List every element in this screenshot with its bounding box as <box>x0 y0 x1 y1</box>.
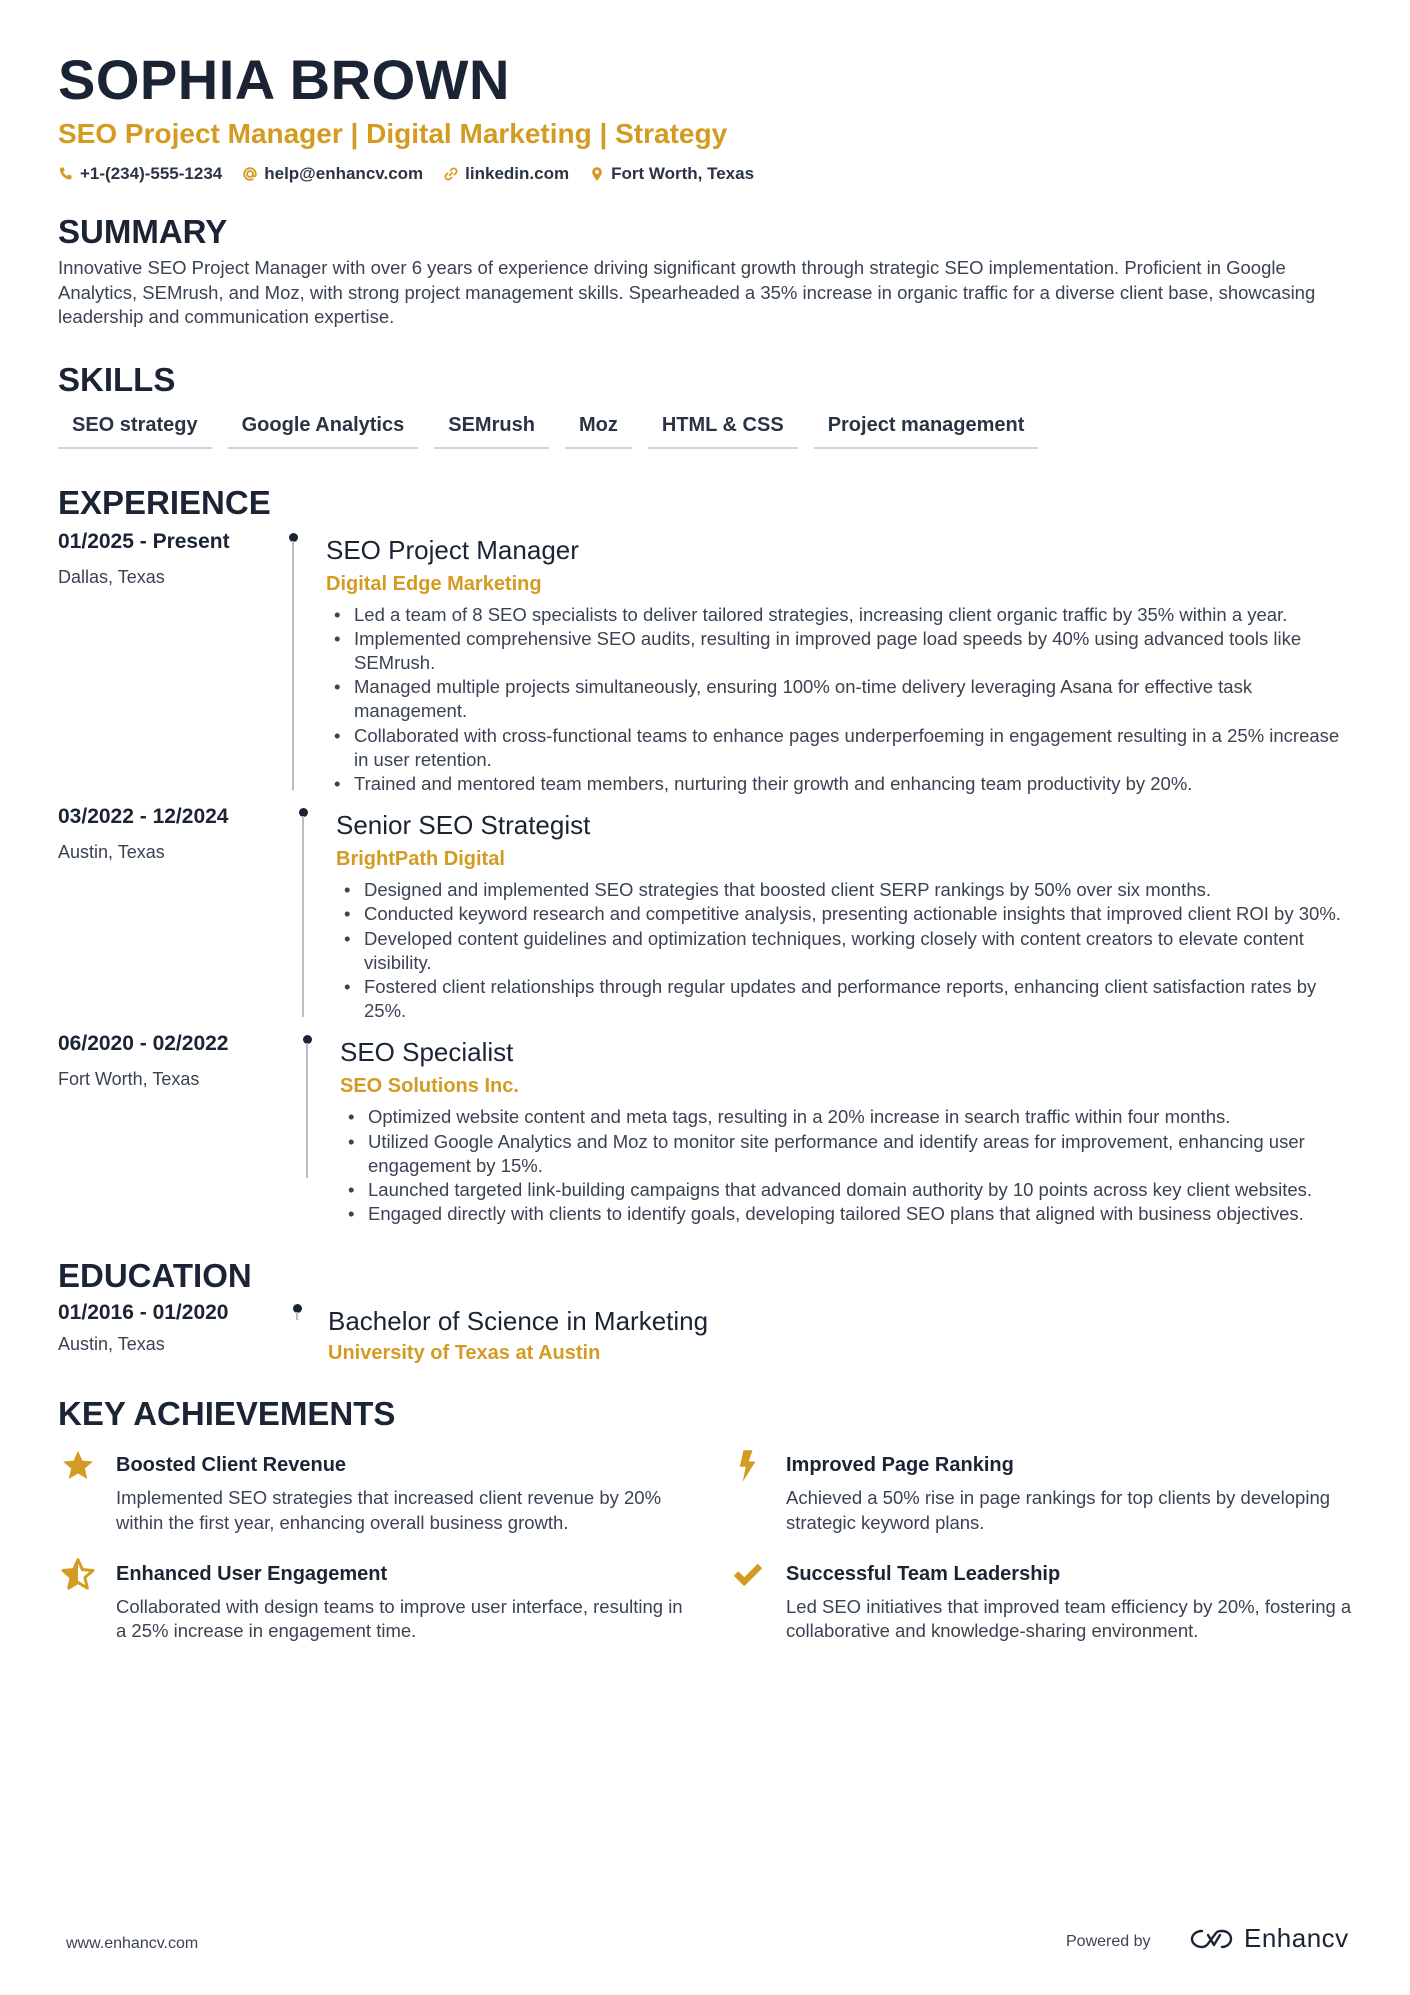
list-item: • Designed and implemented SEO strategies that boosted client SERP rankings by 50% over six months. <box>336 878 1352 902</box>
list-item: • Developed content guidelines and optimization techniques, working closely with content creators to elevate content visibility. <box>336 927 1352 975</box>
job-company: Digital Edge Marketing <box>326 572 542 595</box>
contact-email[interactable] <box>242 164 423 184</box>
at-sign-icon <box>242 166 258 182</box>
star-icon <box>58 1446 98 1486</box>
timeline <box>278 529 308 797</box>
job-role: SEO Project Manager <box>326 534 579 565</box>
footer-url[interactable]: www.enhancv.com <box>66 1935 199 1952</box>
skill-tag: Moz <box>565 410 632 449</box>
achievement-item <box>728 1446 1368 1534</box>
contact-bar <box>58 164 1352 184</box>
experience-entry <box>58 804 1352 1023</box>
job-location: Fort Worth, Texas <box>58 1069 200 1090</box>
job-company: SEO Solutions Inc. <box>340 1075 519 1098</box>
achievement-item <box>58 1555 698 1643</box>
job-bullets <box>336 878 1352 1023</box>
contact-location <box>589 164 754 184</box>
achievement-title: Boosted Client Revenue <box>116 1454 347 1477</box>
timeline-line <box>306 1043 308 1178</box>
timeline-line <box>302 816 304 1017</box>
list-item: • Collaborated with cross-functional teams to enhance pages underperfoeming in engagement resulting in a 25% increase in user retention. <box>326 724 1352 772</box>
job-role: Senior SEO Strategist <box>336 810 591 841</box>
achievement-description: Collaborated with design teams to improve user interface, resulting in a 25% increase in engagement time. <box>116 1595 683 1641</box>
contact-linkedin-text: linkedin.com <box>465 164 570 183</box>
list-item: • Utilized Google Analytics and Moz to monitor site performance and identify areas for improvement, enhancing user engagement by 15%. <box>340 1130 1352 1178</box>
achievement-item <box>58 1446 698 1534</box>
phone-icon <box>58 166 74 182</box>
experience-heading: EXPERIENCE <box>58 483 271 521</box>
candidate-headline: SEO Project Manager | Digital Marketing | Strategy <box>58 118 728 149</box>
timeline-line <box>296 1312 298 1320</box>
list-item: • Led a team of 8 SEO specialists to deliver tailored strategies, increasing client organic traffic by 35% within a year. <box>326 603 1352 627</box>
job-company: BrightPath Digital <box>336 848 505 871</box>
contact-phone[interactable] <box>58 164 222 184</box>
education-school: University of Texas at Austin <box>328 1342 601 1365</box>
achievement-title: Enhanced User Engagement <box>116 1562 388 1585</box>
education-heading: EDUCATION <box>58 1257 252 1295</box>
list-item: • Engaged directly with clients to identify goals, developing tailored SEO plans that aligned with business objectives. <box>340 1202 1352 1226</box>
achievements-heading: KEY ACHIEVEMENTS <box>58 1395 396 1433</box>
achievement-description: Implemented SEO strategies that increased client revenue by 20% within the first year, enhancing overall business growth. <box>116 1487 662 1533</box>
footer-powered-by: Powered by <box>1066 1933 1151 1950</box>
job-bullets <box>340 1105 1352 1226</box>
job-dates: 01/2025 - Present <box>58 529 230 553</box>
experience-entry <box>58 1031 1352 1226</box>
checkmark-icon <box>728 1555 768 1595</box>
contact-email-text: help@enhancv.com <box>264 164 424 183</box>
education-entry <box>58 1300 1352 1366</box>
skill-tag: HTML & CSS <box>648 410 798 449</box>
education-degree: Bachelor of Science in Marketing <box>328 1306 709 1337</box>
enhancv-logo[interactable] <box>1188 1923 1349 1954</box>
contact-phone-text: +1-(234)-555-1234 <box>80 164 223 183</box>
achievement-description: Achieved a 50% rise in page rankings for top clients by developing strategic keyword plans. <box>786 1487 1331 1533</box>
skills-list <box>58 410 1352 449</box>
list-item: • Implemented comprehensive SEO audits, resulting in improved page load speeds by 40% using advanced tools like SEMrush. <box>326 627 1352 675</box>
list-item: • Conducted keyword research and competitive analysis, presenting actionable insights that improved client ROI by 30%. <box>336 902 1352 926</box>
achievements-grid <box>58 1446 1352 1643</box>
contact-location-text: Fort Worth, Texas <box>611 164 755 183</box>
timeline <box>292 1031 322 1226</box>
footer-brand: Enhancv <box>1244 1923 1349 1953</box>
list-item: • Fostered client relationships through regular updates and performance reports, enhancing client satisfaction rates by 25%. <box>336 975 1352 1023</box>
skill-tag: SEO strategy <box>58 410 212 449</box>
job-dates: 06/2020 - 02/2022 <box>58 1032 229 1056</box>
achievement-title: Successful Team Leadership <box>786 1562 1061 1585</box>
achievement-title: Improved Page Ranking <box>786 1454 1014 1477</box>
summary-text: Innovative SEO Project Manager with over 6 years of experience driving significant growth through strategic SEO implementation. Proficient in Google Analytics, SEMrush, and Moz, with strong project management skills. Spearheaded a 35% increase in organic traffic for a diverse client base, showcasing leadership and communication expertise. <box>58 257 1316 327</box>
job-role: SEO Specialist <box>340 1037 514 1068</box>
experience-entry <box>58 529 1352 797</box>
location-pin-icon <box>589 166 605 182</box>
job-dates: 03/2022 - 12/2024 <box>58 805 229 829</box>
timeline <box>286 1300 308 1366</box>
list-item: • Trained and mentored team members, nurturing their growth and enhancing team productivity by 20%. <box>326 772 1352 796</box>
achievement-description: Led SEO initiatives that improved team efficiency by 20%, fostering a collaborative and knowledge-sharing environment. <box>786 1595 1352 1641</box>
skills-heading: SKILLS <box>58 360 176 398</box>
contact-linkedin[interactable] <box>443 164 569 184</box>
summary-heading: SUMMARY <box>58 213 228 250</box>
education-location: Austin, Texas <box>58 1334 165 1355</box>
education-dates: 01/2016 - 01/2020 <box>58 1301 229 1325</box>
skill-tag: SEMrush <box>434 410 549 449</box>
candidate-name: SOPHIA BROWN <box>58 48 510 111</box>
skill-tag: Google Analytics <box>228 410 419 449</box>
list-item: • Launched targeted link-building campaigns that advanced domain authority by 10 points across key client websites. <box>340 1178 1352 1202</box>
list-item: • Optimized website content and meta tags, resulting in a 20% increase in search traffic within four months. <box>340 1105 1352 1129</box>
lightning-icon <box>728 1446 768 1486</box>
timeline <box>288 804 318 1023</box>
enhancv-logo-icon <box>1188 1926 1236 1952</box>
list-item: • Managed multiple projects simultaneously, ensuring 100% on-time delivery leveraging Asana for effective task management. <box>326 675 1352 723</box>
link-icon <box>443 166 459 182</box>
achievement-item <box>728 1555 1368 1643</box>
footer <box>0 1905 1410 1995</box>
timeline-line <box>292 541 294 791</box>
skill-tag: Project management <box>814 410 1039 449</box>
job-location: Dallas, Texas <box>58 566 165 587</box>
job-location: Austin, Texas <box>58 842 165 863</box>
half-star-icon <box>58 1555 98 1595</box>
job-bullets <box>326 603 1352 797</box>
